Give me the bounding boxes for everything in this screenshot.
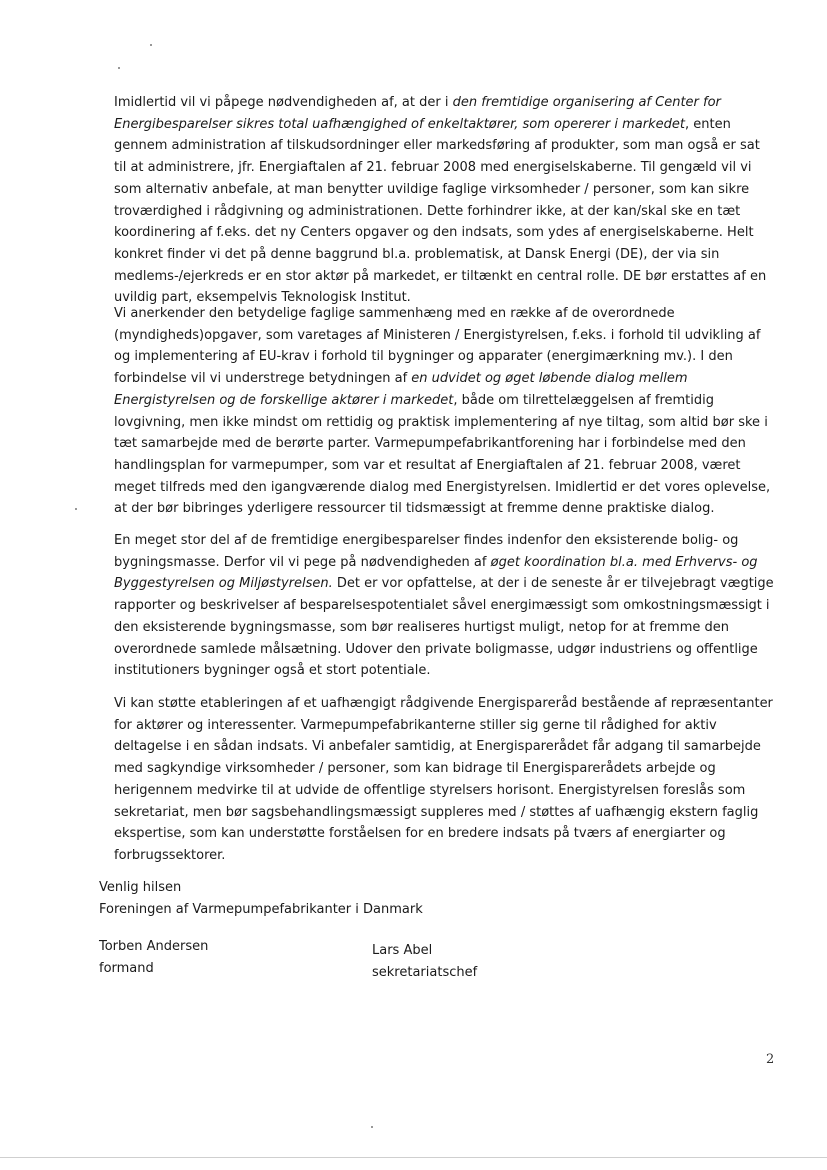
organization-name: Foreningen af Varmepumpefabrikanter i Danmark [99,902,423,917]
text-run: , enten gennem administration af tilskudsordninger eller markedsføring af produkter, som man også er sat til at administrere, jfr. Energiaftalen af 21. februar 2008 med energiselskaberne. Til gengæld vil vi som alternativ anbefale, at man benytter uvildige faglige virksomheder / personer, som kan sikre troværdighed i rådgivning og administrationen. Dette forhindrer ikke, at der kan/skal ske en tæt koordinering af f.eks. det ny Centers opgaver og den indsats, som ydes af energiselskaberne. Helt konkret finder vi det på denne baggrund bl.a. problematisk, at Dansk Energi (DE), der via sin medlems-/ejerkreds er en stor aktør på markedet, er tiltænkt en central rolle. DE bør erstattes af en uvildig part, eksempelvis Teknologisk Institut. [114,116,767,306]
text-run: , både om tilrettelæggelsen af fremtidig lovgivning, men ikke mindst om rettidig og praktisk implementering af nye tiltag, som altid bør ske i tæt samarbejde med de berørte parter. Varmepumpefabrikantforening har i forbindelse med den handlingsplan for varmepumper, som var et resultat af Energiaftalen af 21. februar 2008, været meget tilfreds med den igangværende dialog med Energistyrelsen. Imidlertid er det vores oplevelse, at der bør bibringes yderligere ressourcer til tidsmæssigt at fremme denne praktiske dialog. [114,392,771,517]
scan-speck [118,67,120,69]
text-run: Det er vor opfattelse, at der i de seneste år er tilvejebragt vægtige rapporter og beskrivelser af besparelsespotentialet såvel energimæssigt som omkostningsmæssigt i den eksisterende bygningsmasse, som bør realiseres hurtigst muligt, netop for at fremme den overordnede samlede målsætning. Udover den private boligmasse, udgør industriens og offentlige institutioners bygninger også et stort potentiale. [114,576,774,679]
scan-speck [150,44,152,46]
emphasized-text: en udvidet og øget løbende dialog mellem Energistyrelsen og de forskellige aktører i markedet [114,371,688,408]
page-number: 2 [766,1052,775,1067]
text-run: Vi anerkender den betydelige faglige sammenhæng med en række af de overordnede (myndigheds)opgaver, som varetages af Ministeren / Energistyrelsen, f.eks. i forhold til udvikling af og implementering af EU-krav i forhold til bygninger og apparater (energimærkning mv.). I den forbindelse vil vi understrege betydningen af [114,306,761,387]
scan-speck [371,1126,373,1128]
body-paragraph-2 [114,303,774,520]
signatory-1 [99,936,208,980]
text-run: Vi kan støtte etableringen af et uafhængigt rådgivende Energisparеråd bestående af repræsentanter for aktører og interessenter. Varmepumpefabrikanterne stiller sig gerne til rådighed for aktiv deltagelse i en sådan indsats. Vi anbefaler samtidig, at Energisparerådet får adgang til samarbejde med sagkyndige virksomheder / personer, som kan bidrage til Energisparerådets arbejde og herigennem medvirke til at udvide de offentlige styrelsers horisont. Energistyrelsen foreslås som sekretariat, men bør sagsbehandlingsmæssigt suppleres med / støttes af uafhængig ekstern faglig ekspertise, som kan understøtte forståelsen for en bredere indsats på tværs af energiarter og forbrugssektorer. [114,696,773,863]
signatory-title: formand [99,961,154,976]
closing-greeting: Venlig hilsen [99,880,182,895]
signatory-2 [372,940,477,984]
signatory-name: Torben Andersen [99,939,209,954]
body-paragraph-1 [114,92,774,309]
body-paragraph-4 [114,693,774,867]
text-run: Imidlertid vil vi påpege nødvendigheden af, at der i [114,95,453,110]
scan-speck [75,508,77,510]
signatory-name: Lars Abel [372,943,433,958]
closing-block [99,877,423,921]
emphasized-text: den fremtidige organisering af Center for Energibesparelser sikres total uafhængighed of enkeltaktører, som opererer i markedet [114,95,721,132]
emphasized-text: øget koordination bl.a. med Erhvervs- og Byggestyrelsen og Miljøstyrelsen. [114,554,758,592]
scan-edge-line [0,1157,827,1158]
text-run: En meget stor del af de fremtidige energibesparelser findes indenfor den eksisterende bolig- og bygningsmasse. Derfor vil vi pege på nødvendigheden af [114,533,739,570]
body-paragraph-3 [114,530,774,682]
signatory-title: sekretariatschef [372,965,478,980]
